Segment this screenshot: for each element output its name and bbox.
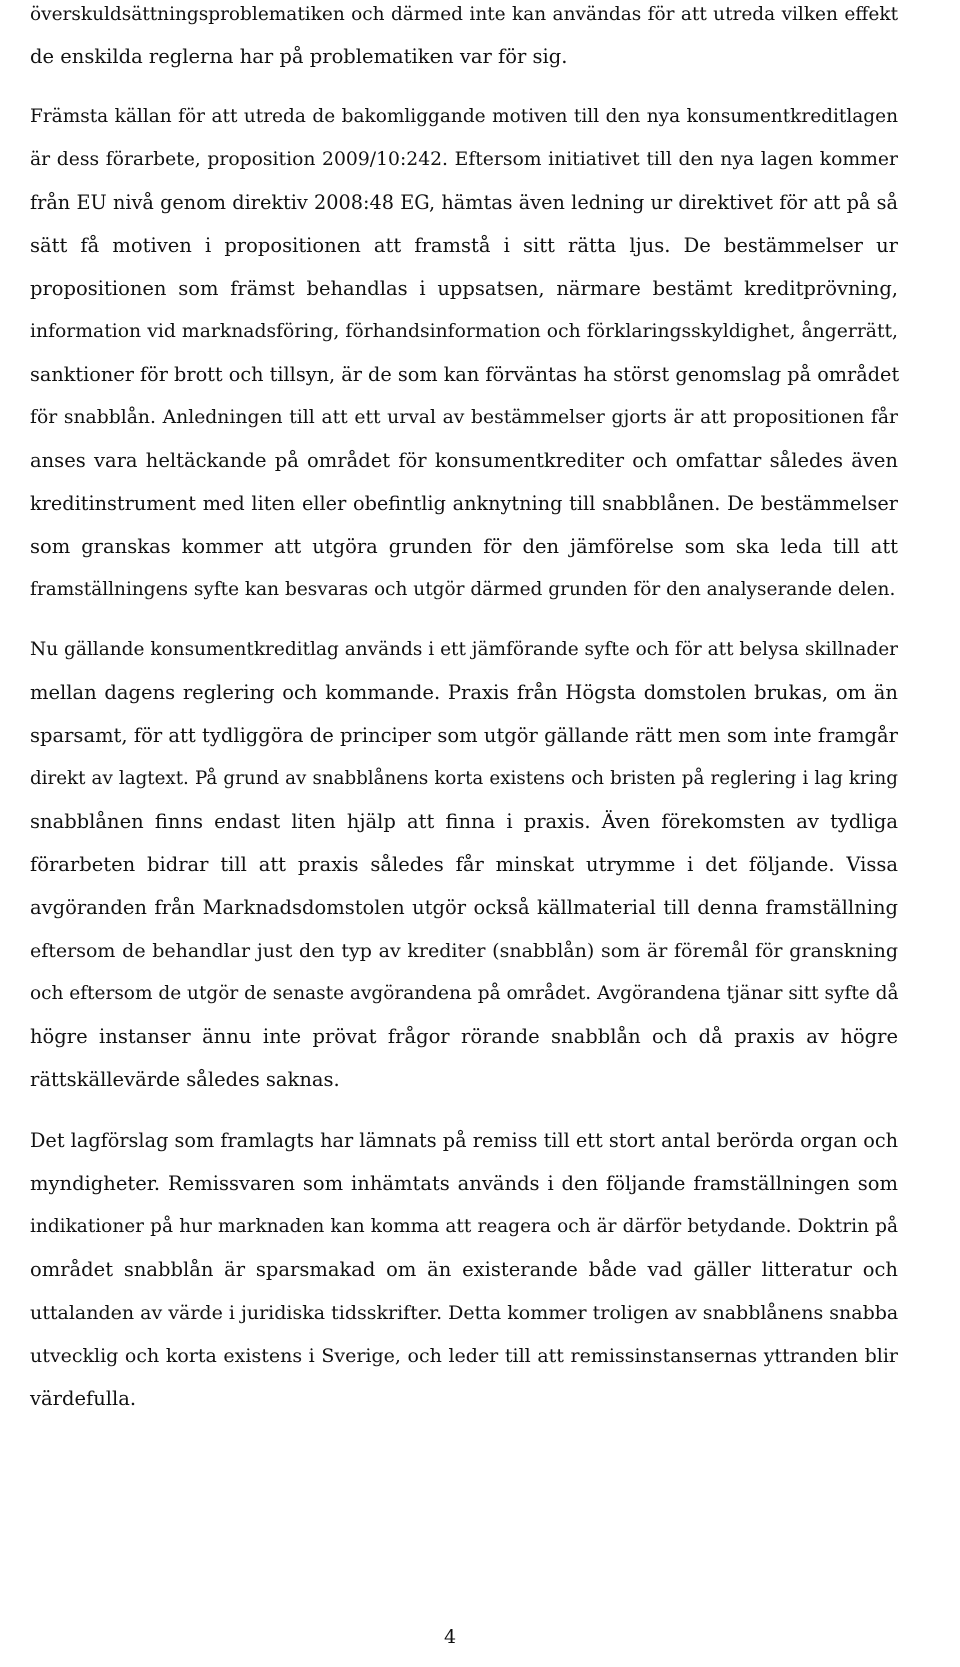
text-line: framställningens syfte kan besvaras och utgör därmed grunden för den analyserande delen. [30, 579, 896, 600]
text-line: sparsamt, för att tydliggöra de principer som utgör gällande rätt men som inte framgår [30, 724, 898, 747]
text-line: kreditinstrument med liten eller obefintlig anknytning till snabblånen. De bestämmelser [30, 492, 898, 515]
text-line: indikationer på hur marknaden kan komma att reagera och är därför betydande. Doktrin på [30, 1216, 898, 1237]
text-line: är dess förarbete, proposition 2009/10:242. Eftersom initiativet till den nya lagen kommer [30, 149, 898, 170]
text-line: utvecklig och korta existens i Sverige, och leder till att remissinstansernas yttranden blir [30, 1345, 898, 1367]
text-line: myndigheter. Remissvaren som inhämtats används i den följande framställningen som [30, 1172, 898, 1195]
page-number: 4 [443, 1626, 457, 1648]
paragraph-4 [0, 1126, 960, 1410]
text-line: direkt av lagtext. På grund av snabblånens korta existens och bristen på reglering i lag kring [30, 768, 898, 789]
text-line: information vid marknadsföring, förhandsinformation och förklaringsskyldighet, ångerrätt, [30, 321, 898, 342]
text-line: från EU nivå genom direktiv 2008:48 EG, hämtas även ledning ur direktivet för att på så [30, 191, 898, 214]
text-line: för snabblån. Anledningen till att ett urval av bestämmelser gjorts är att propositionen får [30, 407, 898, 428]
text-line: Nu gällande konsumentkreditlag används i ett jämförande syfte och för att belysa skillnader [30, 639, 898, 660]
text-line: propositionen som främst behandlas i uppsatsen, närmare bestämt kreditprövning, [30, 277, 898, 300]
text-line: uttalanden av värde i juridiska tidsskrifter. Detta kommer troligen av snabblånens snabba [30, 1302, 899, 1324]
text-line: värdefulla. [30, 1387, 137, 1410]
text-line: anses vara heltäckande på området för konsumentkrediter och omfattar således även [30, 449, 898, 472]
text-line: överskuldsättningsproblematiken och därmed inte kan användas för att utreda vilken effekt [30, 4, 898, 25]
paragraph-1 [0, 0, 960, 68]
text-line: sätt få motiven i propositionen att framstå i sitt rätta ljus. De bestämmelser ur [30, 234, 898, 257]
text-line: Det lagförslag som framlagts har lämnats på remiss till ett stort antal berörda organ och [30, 1129, 899, 1152]
paragraph-2 [0, 102, 960, 600]
text-line: mellan dagens reglering och kommande. Praxis från Högsta domstolen brukas, om än [30, 681, 898, 704]
text-line: som granskas kommer att utgöra grunden för den jämförelse som ska leda till att [30, 535, 898, 558]
text-line: avgöranden från Marknadsdomstolen utgör också källmaterial till denna framställning [30, 896, 898, 919]
text-line: området snabblån är sparsmakad om än existerande både vad gäller litteratur och [30, 1258, 898, 1281]
text-line: Främsta källan för att utreda de bakomliggande motiven till den nya konsumentkreditlagen [30, 106, 898, 127]
text-line: snabblånen finns endast liten hjälp att finna i praxis. Även förekomsten av tydliga [30, 810, 898, 833]
text-line: sanktioner för brott och tillsyn, är de som kan förväntas ha störst genomslag på området [30, 363, 900, 386]
text-line: och eftersom de utgör de senaste avgörandena på området. Avgörandena tjänar sitt syfte då [30, 983, 899, 1004]
text-line: förarbeten bidrar till att praxis således får minskat utrymme i det följande. Vissa [30, 853, 898, 876]
text-line: rättskällevärde således saknas. [30, 1068, 340, 1091]
text-line: de enskilda reglerna har på problematiken var för sig. [30, 45, 568, 68]
text-line: eftersom de behandlar just den typ av krediter (snabblån) som är föremål för granskning [30, 940, 898, 962]
text-line: högre instanser ännu inte prövat frågor rörande snabblån och då praxis av högre [30, 1025, 898, 1048]
paragraph-3 [0, 635, 960, 1091]
